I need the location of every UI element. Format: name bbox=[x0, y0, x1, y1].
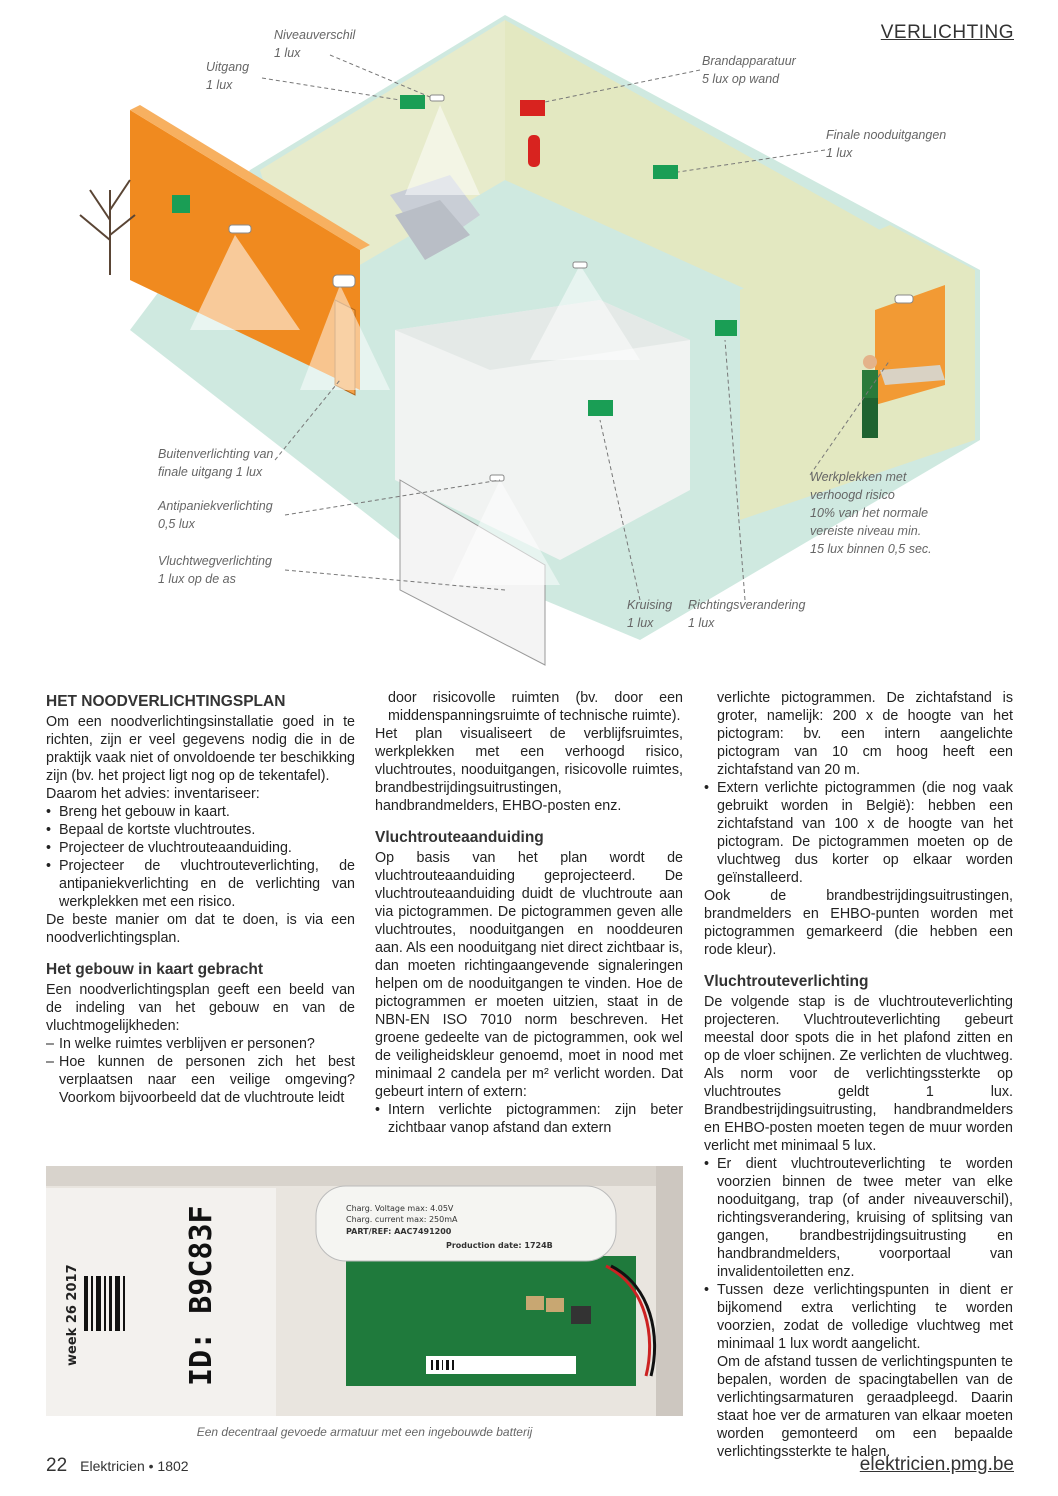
heading-gebouw-in-kaart: Het gebouw in kaart gebracht bbox=[46, 961, 264, 978]
bullet-list bbox=[46, 803, 355, 911]
list-item: • Extern verlichte pictogrammen (die nog vaak gebruikt worden in België): hebben een zichtafstand van 100 x de hoogte van het pictogram. De pictogrammen moeten op de vluchtweg dus korter op elkaar worden geïnstalleerd. bbox=[704, 779, 1013, 887]
callout-richtingsverandering: Richtingsverandering 1 lux bbox=[688, 598, 806, 630]
battery-fixture-photo bbox=[46, 1166, 683, 1416]
heading-noodverlichtingsplan: HET NOODVERLICHTINGSPLAN bbox=[46, 693, 286, 710]
list-item: • Er dient vluchtrouteverlichting te worden voorzien binnen de twee meter van elke nooduitgang, trap (of ander niveauverschil), richtingsverandering, kruising of splitsing van gangen, brandbestrijdingsuitrusting en handbrandmelders, voorportaal van invalidentoiletten enz. bbox=[704, 1155, 1013, 1281]
callout-buitenverlichting: Buitenverlichting van finale uitgang 1 lux bbox=[158, 447, 274, 479]
callout-werkplekken: Werkplekken met verhoogd risico 10% van het normale vereiste niveau min. 15 lux binnen 0,5 sec. bbox=[810, 470, 932, 556]
paragraph: Om een noodverlichtingsinstallatie goed in te richten, zijn er veel gegevens nodig die in de praktijk vaak niet of onvoldoende ter beschikking zijn (bv. het project ligt nog op de tekentafel). bbox=[46, 714, 355, 784]
paragraph: Daarom het advies: inventariseer: bbox=[46, 786, 260, 802]
bullet-list bbox=[704, 779, 1013, 887]
bullet-list bbox=[704, 1155, 1013, 1353]
paragraph: Het plan visualiseert de verblijfsruimtes, werkplekken met een verhoogd risico, vluchtroutes, nooduitgangen, risicovolle ruimtes, brandbestrijdingsuitrustingen, handbrandmelders, EHBO-posten enz. bbox=[375, 726, 683, 814]
heading-vluchtrouteverlichting: Vluchtrouteverlichting bbox=[704, 973, 869, 990]
footer-left bbox=[46, 1455, 189, 1477]
list-item: • Projecteer de vluchtrouteverlichting, de antipaniekverlichting en de verlichting van werkplekken met een risico. bbox=[46, 857, 355, 911]
list-item: • Breng het gebouw in kaart. bbox=[46, 803, 355, 821]
battery-voltage: Charg. Voltage max: 4.05V bbox=[346, 1204, 454, 1213]
text-column-2 bbox=[375, 689, 683, 1137]
list-item: • Bepaal de kortste vluchtroutes. bbox=[46, 821, 355, 839]
section-tag: VERLICHTING bbox=[880, 22, 1014, 43]
photo-caption: Een decentraal gevoede armatuur met een ingebouwde batterij bbox=[196, 1425, 533, 1439]
heading-vluchtrouteaanduiding: Vluchtrouteaanduiding bbox=[375, 829, 544, 846]
callout-niveauverschil: Niveauverschil 1 lux bbox=[274, 28, 356, 60]
paragraph: Om de afstand tussen de verlichtingspunten te bepalen, worden de spacingtabellen van de verlichtingsarmaturen geraadpleegd. Daarin staat hoe ver de armaturen van elkaar moeten worden gemonteerd om een bepaalde verlichtingssterkte te halen. bbox=[717, 1354, 1013, 1460]
page-number: 22 bbox=[46, 1455, 68, 1476]
paragraph: door risicovolle ruimten (bv. door een middenspanningsruimte of technische ruimte). bbox=[388, 690, 683, 724]
text-column-1 bbox=[46, 693, 355, 1107]
paragraph: De volgende stap is de vluchtrouteverlichting projecteren. Vluchtrouteverlichting gebeurt meestal door spots die in het plafond zitten en op de vloer schijnen. Ze verlichten de vluchtweg. Als norm voor de verlichtingssterkte op vluchtroutes geldt 1 lux. Brandbestrijdingsuitrusting, handbrandmelders en EHBO-posten moeten tegen de muur worden verlicht met minimaal 5 lux. bbox=[704, 994, 1013, 1154]
list-item: • Projecteer de vluchtrouteaanduiding. bbox=[46, 839, 355, 857]
text-column-3 bbox=[704, 689, 1013, 1461]
list-item: • Intern verlichte pictogrammen: zijn beter zichtbaar vanop afstand dan extern bbox=[375, 1101, 683, 1137]
list-item: • Tussen deze verlichtingspunten in dient er bijkomend extra verlichting te worden voorzien, zodat de volledige vluchtweg met minimaal 1 lux wordt aangelicht. bbox=[704, 1281, 1013, 1353]
callout-kruising: Kruising 1 lux bbox=[627, 598, 673, 630]
callout-antipaniekverlichting: Antipaniekverlichting 0,5 lux bbox=[158, 499, 273, 531]
battery-current: Charg. current max: 250mA bbox=[346, 1215, 458, 1224]
list-item: – Hoe kunnen de personen zich het best verplaatsen naar een veilige omgeving? Voorkom bijvoorbeeld dat de vluchtroute leidt bbox=[46, 1053, 355, 1107]
list-item: – In welke ruimtes verblijven er personen? bbox=[46, 1035, 355, 1053]
callout-vluchtwegverlichting: Vluchtwegverlichting 1 lux op de as bbox=[158, 554, 272, 586]
paragraph: verlichte pictogrammen. De zichtafstand is groter, namelijk: 200 x de hoogte van het pictogram: bv. een intern aangelichte pictogram van 10 cm hoog heeft een zichtafstand van 20 m. bbox=[717, 690, 1013, 778]
callout-uitgang: Uitgang 1 lux bbox=[206, 60, 250, 92]
footer-url-link[interactable]: elektricien.pmg.be bbox=[859, 1454, 1014, 1475]
callout-brandapparatuur: Brandapparatuur 5 lux op wand bbox=[702, 54, 796, 86]
paragraph: Ook de brandbestrijdingsuitrustingen, brandmelders en EHBO-punten worden met pictogrammen gemarkeerd (die hebben een rode kleur). bbox=[704, 888, 1013, 958]
dash-list bbox=[46, 1035, 355, 1107]
callout-finale-nooduitgangen: Finale nooduitgangen 1 lux bbox=[826, 128, 947, 160]
id-label: ID: B9C83F bbox=[184, 1205, 219, 1386]
battery-date: Production date: 1724B bbox=[446, 1241, 553, 1250]
paragraph: Een noodverlichtingsplan geeft een beeld van de indeling van het gebouw en van de vluchtmogelijkheden: bbox=[46, 982, 355, 1034]
bullet-list bbox=[375, 1101, 683, 1137]
battery-part: PART/REF: AAC7491200 bbox=[346, 1227, 452, 1236]
paragraph: De beste manier om dat te doen, is via een noodverlichtingsplan. bbox=[46, 912, 355, 946]
magazine-issue: Elektricien • 1802 bbox=[80, 1458, 189, 1474]
svg-text:week 26 2017: week 26 2017 bbox=[65, 1264, 80, 1366]
paragraph: Op basis van het plan wordt de vluchtrouteaanduiding geprojecteerd. De vluchtrouteaanduiding duidt de vluchtroute aan via pictogrammen. De pictogrammen geven alle vluchtroutes, nooduitgangen en nooddeuren aan. Als een nooduitgang niet direct zichtbaar is, dan moeten richtingaangevende signaleringen helpen om de nooduitgangen te vinden. Hoe de pictogrammen er moeten uitzien, staat in de NBN-EN ISO 7010 norm beschreven. Het groene gedeelte van de pictogrammen, ook wel de veiligheidskleur genoemd, moet in nood met minimaal 2 candela per m² verlicht worden. Dat gebeurt intern of extern: bbox=[375, 850, 683, 1100]
